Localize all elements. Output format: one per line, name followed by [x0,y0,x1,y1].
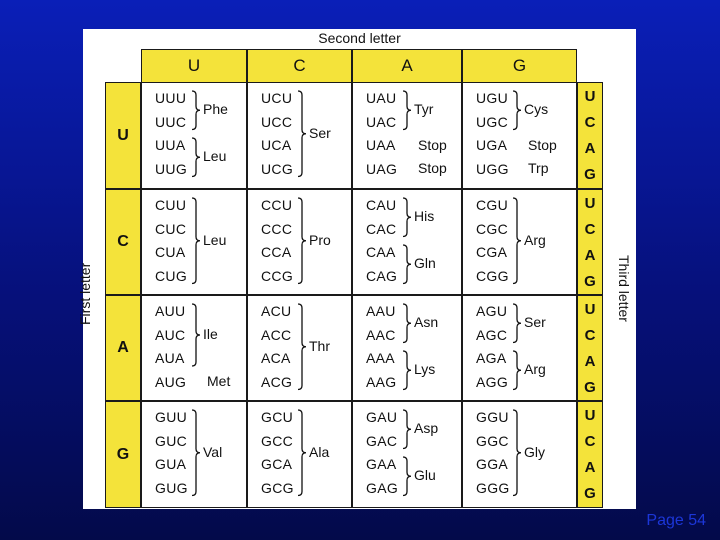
codon-gga: GGA [476,456,509,472]
codon-uau: UAU [366,90,397,106]
brace-icon [297,90,307,178]
third-letter-u: U [584,300,596,318]
amino-acid-stop: Stop [418,136,447,153]
codon-ggc: GGC [476,432,509,449]
third-letter-u: U [584,194,596,212]
third-letter-group [577,82,603,189]
codon-cgc: CGC [476,220,509,237]
amino-acid-ile: Ile [203,326,218,342]
third-letter-c: C [584,326,596,344]
codon-cag: CAG [366,267,398,284]
brace-icon [512,197,522,285]
second-letter-u: U [141,49,247,83]
amino-acid-leu: Leu [203,148,227,165]
brace-icon [297,197,307,285]
codon-auc: AUC [155,326,186,343]
codon-cga: CGA [476,244,508,260]
codon-aca: ACA [261,350,291,366]
codon-ggu: GGU [476,409,509,425]
amino-acid-val: Val [203,443,223,460]
third-letter-group [577,401,603,508]
second-letter-title: Second letter [318,30,401,46]
amino-acid-ser: Ser [524,314,546,331]
second-letter-g: G [462,49,577,83]
codon-aug: AUG [155,373,187,390]
codon-agc: AGC [476,326,508,343]
first-letter-a: A [105,295,141,401]
codon-ccc: CCC [261,220,293,237]
brace-icon [191,409,201,497]
brace-icon [512,90,522,131]
brace-icon [402,456,412,497]
amino-acid-ser: Ser [309,124,331,141]
amino-acid-stop: Stop [418,160,447,176]
brace-icon [402,90,412,131]
brace-icon [191,137,201,178]
third-letter-c: C [584,220,596,238]
amino-acid-lys: Lys [414,361,436,378]
third-letter-group [577,189,603,295]
amino-acid-cys: Cys [524,101,549,118]
codon-acu: ACU [261,303,292,319]
brace-icon [191,197,201,285]
codon-cuc: CUC [155,220,187,237]
codon-agu: AGU [476,303,508,319]
third-letter-u: U [584,406,596,424]
codon-ucg: UCG [261,160,294,177]
codon-uga: UGA [476,137,508,153]
third-letter-g: G [584,272,596,290]
third-letter-a: A [584,246,596,264]
codon-ugc: UGC [476,113,509,130]
third-letter-a: A [584,459,596,477]
page-number: Page 54 [646,512,706,529]
codon-caa: CAA [366,244,396,260]
codon-cug: CUG [155,267,188,284]
codon-gua: GUA [155,456,187,472]
codon-ggg: GGG [476,479,510,496]
codon-ccg: CCG [261,267,294,284]
codon-ugu: UGU [476,90,509,106]
codon-cca: CCA [261,244,292,260]
codon-cuu: CUU [155,197,187,213]
third-letter-c: C [584,113,596,131]
brace-icon [402,197,412,238]
third-letter-title: Third letter [616,255,632,322]
third-letter-c: C [584,432,596,450]
codon-uca: UCA [261,137,292,153]
first-letter-c: C [105,189,141,295]
amino-acid-pro: Pro [309,231,331,248]
codon-gcg: GCG [261,479,294,496]
third-letter-g: G [584,485,596,503]
codon-uuc: UUC [155,113,187,130]
codon-uua: UUA [155,137,186,153]
brace-icon [297,409,307,497]
codon-cua: CUA [155,244,186,260]
brace-icon [402,244,412,285]
codon-uac: UAC [366,113,397,130]
codon-aac: AAC [366,326,396,343]
codon-cau: CAU [366,197,397,213]
codon-guc: GUC [155,432,188,449]
brace-icon [402,303,412,344]
codon-uug: UUG [155,160,188,177]
third-letter-u: U [584,87,596,105]
codon-gca: GCA [261,456,293,472]
amino-acid-glu: Glu [414,467,436,484]
third-letter-a: A [584,352,596,370]
amino-acid-ala: Ala [309,443,330,460]
codon-ugg: UGG [476,160,509,177]
brace-icon [402,409,412,450]
codon-ucc: UCC [261,113,293,130]
first-letter-title: First letter [77,262,93,325]
brace-icon [512,303,522,344]
codon-auu: AUU [155,303,186,319]
codon-gug: GUG [155,479,188,496]
brace-icon [191,90,201,131]
codon-ccu: CCU [261,197,293,213]
codon-uag: UAG [366,160,398,177]
second-letter-c: C [247,49,352,83]
first-letter-g: G [105,401,141,508]
codon-gac: GAC [366,432,398,449]
codon-cgu: CGU [476,197,509,213]
brace-icon [297,303,307,391]
amino-acid-his: His [414,208,435,225]
codon-aag: AAG [366,373,397,390]
third-letter-g: G [584,378,596,396]
codon-uuu: UUU [155,90,187,106]
brace-icon [402,350,412,391]
codon-guu: GUU [155,409,188,425]
codon-gcu: GCU [261,409,294,425]
amino-acid-trp: Trp [528,160,549,176]
codon-agg: AGG [476,373,509,390]
codon-acg: ACG [261,373,293,390]
codon-cac: CAC [366,220,397,237]
codon-ucu: UCU [261,90,293,106]
amino-acid-stop: Stop [528,136,557,153]
amino-acid-phe: Phe [203,101,228,118]
first-letter-u: U [105,82,141,189]
amino-acid-asn: Asn [414,314,439,331]
amino-acid-asp: Asp [414,420,439,437]
codon-cgg: CGG [476,267,509,284]
brace-icon [512,350,522,391]
codon-gaa: GAA [366,456,397,472]
brace-icon [191,303,201,367]
codon-gau: GAU [366,409,398,425]
codon-acc: ACC [261,326,292,343]
codon-aua: AUA [155,350,185,366]
third-letter-a: A [584,140,596,158]
codon-aau: AAU [366,303,396,319]
amino-acid-tyr: Tyr [414,101,434,118]
third-letter-group [577,295,603,401]
amino-acid-arg: Arg [524,231,546,248]
second-letter-a: A [352,49,462,83]
codon-aaa: AAA [366,350,395,366]
brace-icon [512,409,522,497]
amino-acid-arg: Arg [524,361,546,378]
codon-aga: AGA [476,350,507,366]
amino-acid-met: Met [207,373,231,389]
codon-uaa: UAA [366,137,396,153]
amino-acid-gln: Gln [414,255,436,272]
genetic-code-table [77,29,636,509]
amino-acid-gly: Gly [524,443,545,460]
amino-acid-leu: Leu [203,231,227,248]
third-letter-g: G [584,166,596,184]
codon-gcc: GCC [261,432,294,449]
codon-gag: GAG [366,479,399,496]
amino-acid-thr: Thr [309,337,330,354]
